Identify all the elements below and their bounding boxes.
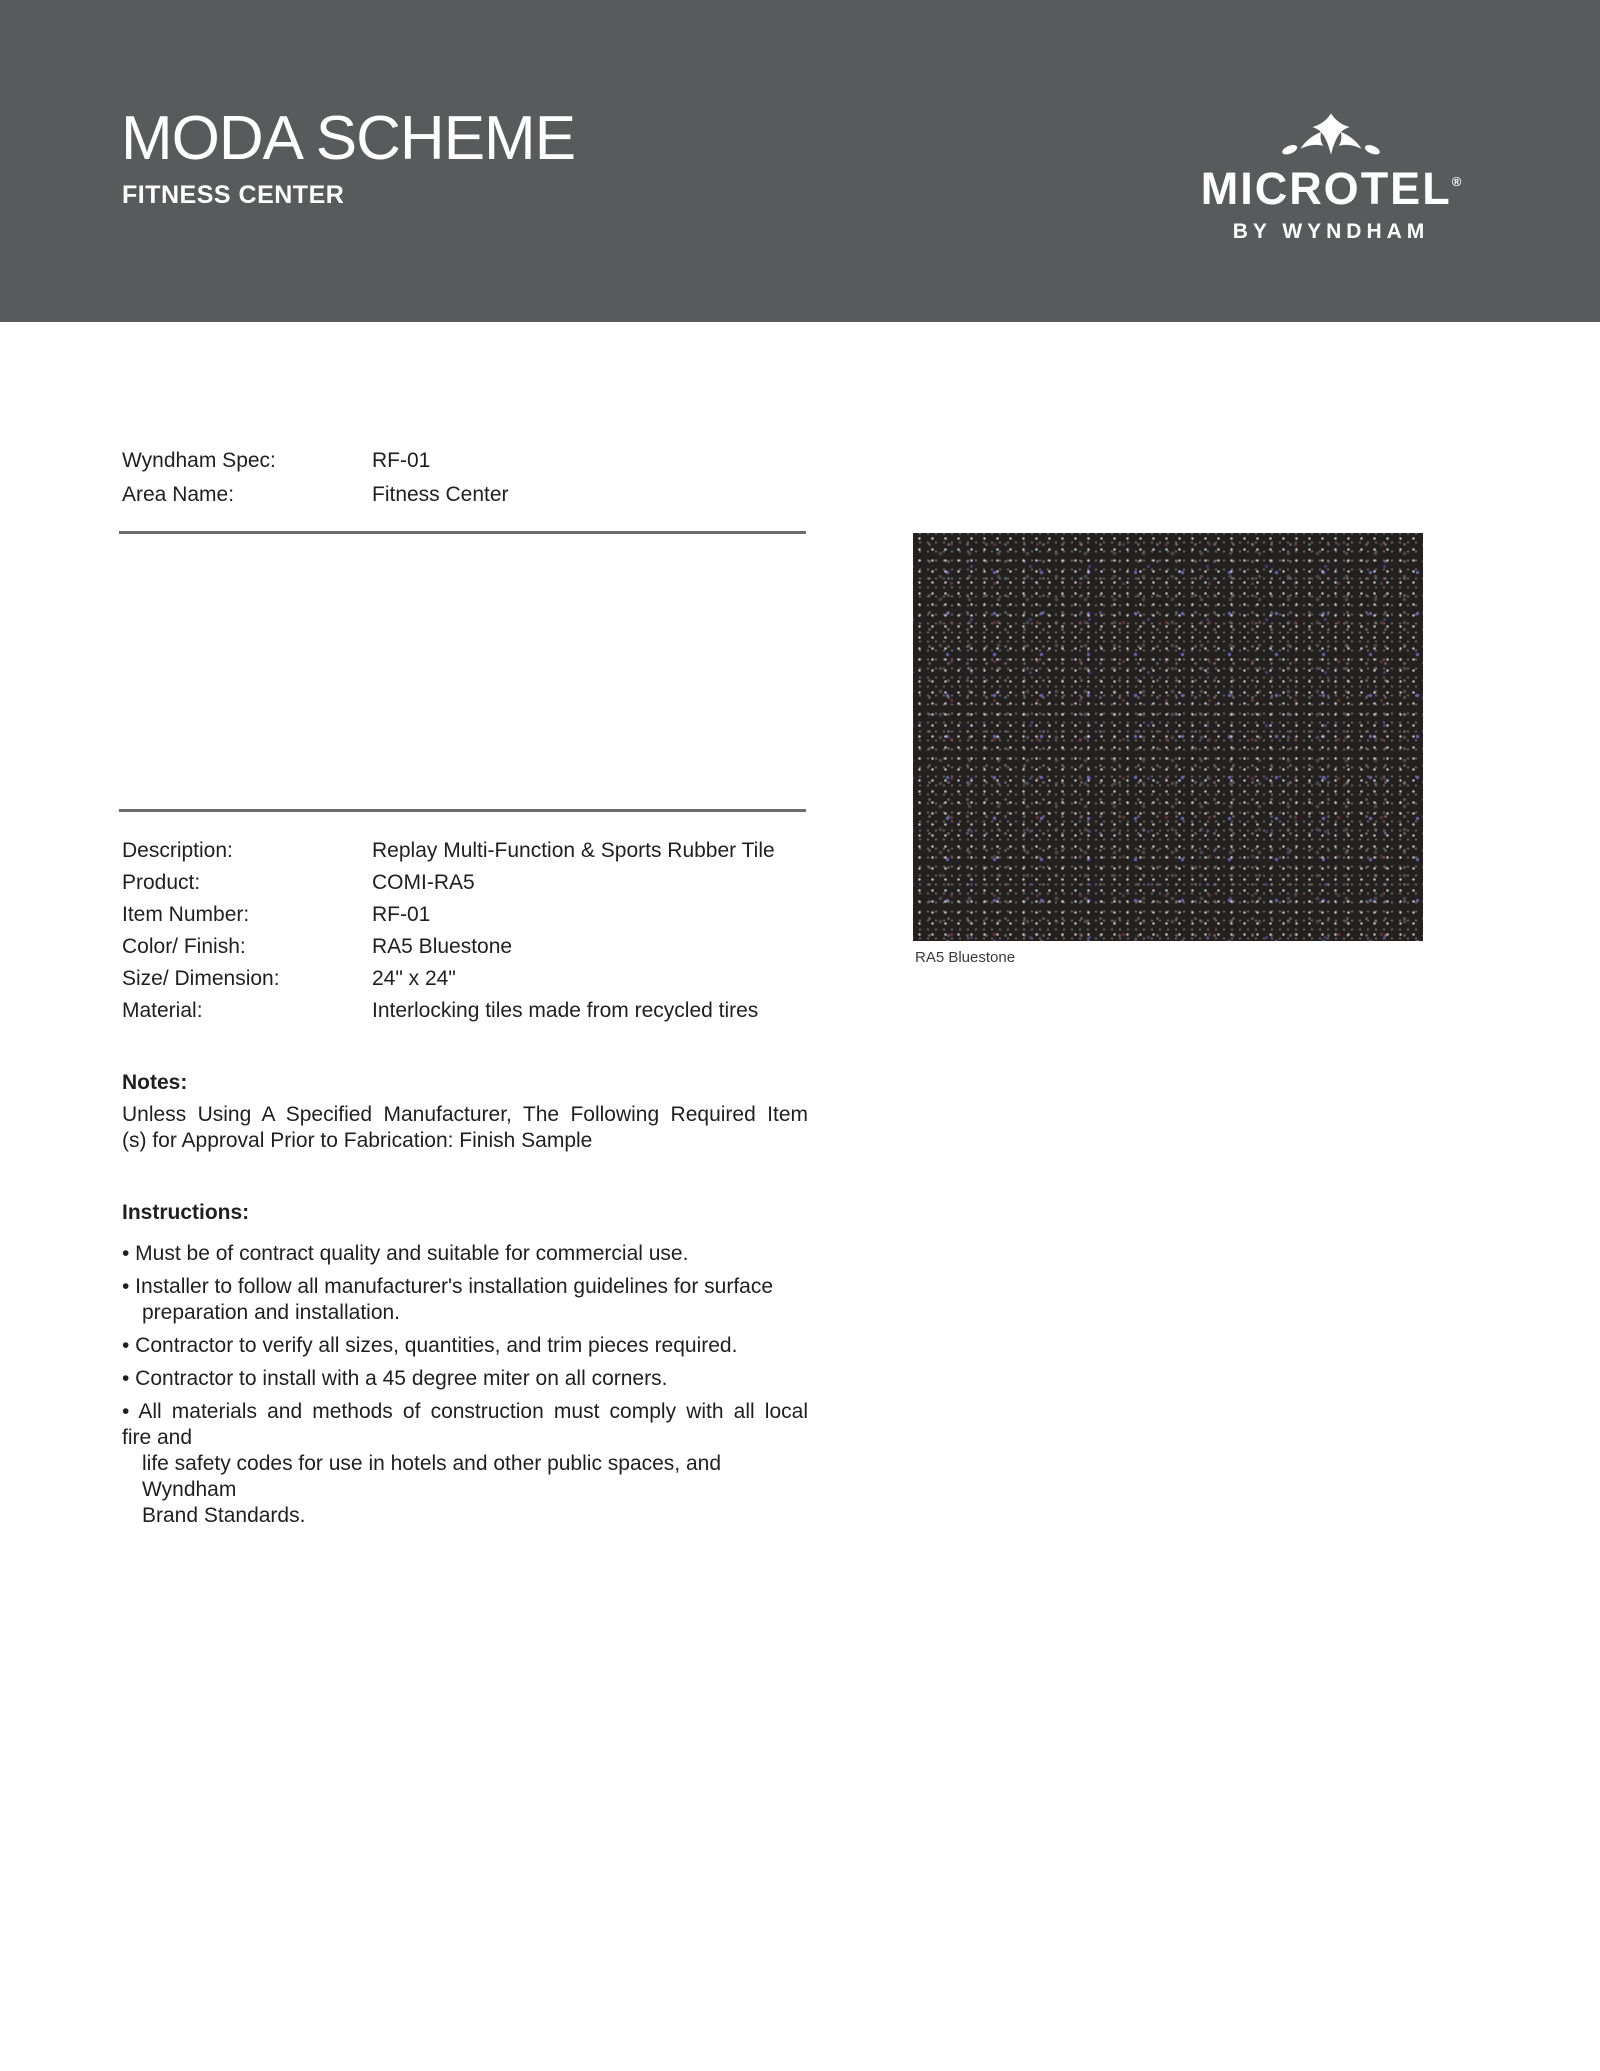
- spec-row-value: COMI-RA5: [372, 871, 475, 894]
- spec-row-value: RA5 Bluestone: [372, 935, 513, 958]
- material-swatch-image: [913, 533, 1423, 941]
- spec-row-value: 24" x 24": [372, 967, 456, 990]
- spec-row-label: Material:: [122, 999, 203, 1022]
- spec-row-label: Product:: [122, 871, 201, 894]
- brand-wordmark: [1180, 163, 1482, 214]
- brand-tagline: BY WYNDHAM: [1232, 220, 1430, 243]
- spec-row-value: Fitness Center: [372, 483, 509, 506]
- spec-row: [122, 870, 808, 895]
- spec-row-label: Color/ Finish:: [122, 935, 246, 958]
- divider-line: [119, 809, 806, 812]
- instruction-line: • Must be of contract quality and suitable for commercial use.: [122, 1242, 689, 1265]
- instruction-line: Brand Standards.: [142, 1504, 306, 1527]
- instruction-line: • Installer to follow all manufacturer's installation guidelines for surface: [122, 1275, 774, 1298]
- spec-row: [122, 998, 808, 1023]
- brand-name: MICROTEL: [1200, 163, 1452, 214]
- notes-paragraph: [122, 1102, 808, 1154]
- instruction-line: fire and: [122, 1426, 193, 1449]
- spec-row: [122, 966, 808, 991]
- notes-line: (s) for Approval Prior to Fabrication: Finish Sample: [122, 1129, 593, 1152]
- notes-heading: Notes:: [122, 1071, 188, 1094]
- instruction-line: • Contractor to verify all sizes, quantities, and trim pieces required.: [122, 1334, 738, 1357]
- spec-details-table: [122, 838, 808, 1030]
- registered-trademark-symbol: ®: [1451, 174, 1462, 189]
- notes-line: Unless Using A Specified Manufacturer, The Following Required Item: [122, 1103, 808, 1126]
- spec-row-value: Replay Multi-Function & Sports Rubber Tile: [372, 839, 775, 862]
- spec-row: [122, 482, 808, 507]
- spec-row: [122, 934, 808, 959]
- instruction-line: preparation and installation.: [142, 1301, 401, 1324]
- instruction-line: life safety codes for use in hotels and other public spaces, and Wyndham: [142, 1452, 722, 1501]
- wyndham-crown-icon: [1272, 112, 1390, 158]
- page-title: MODA SCHEME: [121, 104, 576, 173]
- spec-row-value: Interlocking tiles made from recycled tires: [372, 999, 759, 1022]
- microtel-logo: [1180, 112, 1482, 242]
- spec-row: [122, 838, 808, 863]
- spec-row-label: Area Name:: [122, 483, 235, 506]
- instruction-line: • Contractor to install with a 45 degree miter on all corners.: [122, 1367, 668, 1390]
- header-band: [0, 0, 1600, 322]
- page-subtitle: FITNESS CENTER: [122, 181, 345, 209]
- spec-row-label: Description:: [122, 839, 233, 862]
- spec-row-label: Size/ Dimension:: [122, 967, 280, 990]
- spec-row: [122, 448, 808, 473]
- spec-row-label: Wyndham Spec:: [122, 449, 276, 472]
- instructions-heading: Instructions:: [122, 1201, 250, 1224]
- spec-row-value: RF-01: [372, 903, 431, 926]
- instructions-list: [122, 1234, 808, 1529]
- swatch-caption: RA5 Bluestone: [915, 949, 1016, 966]
- spec-row: [122, 902, 808, 927]
- spec-summary-table: [122, 448, 808, 516]
- divider-line: [119, 531, 806, 534]
- instruction-line: • All materials and methods of construction must comply with all local: [122, 1400, 808, 1423]
- spec-row-value: RF-01: [372, 449, 431, 472]
- spec-row-label: Item Number:: [122, 903, 250, 926]
